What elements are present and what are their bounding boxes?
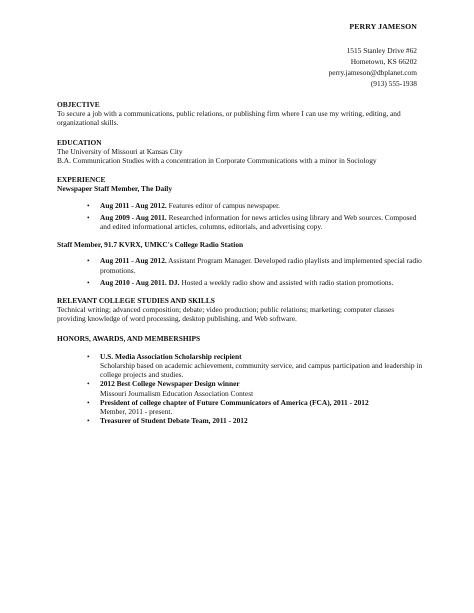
skills-section (57, 296, 424, 324)
list-item (87, 379, 424, 397)
skills-text: Technical writing; advanced composition; debate; video production; public relations; marketing; computer classes providing knowledge of word processing, desktop publishing, and Web software. (57, 305, 395, 324)
list-item (87, 416, 424, 425)
bullet-icon: • (87, 200, 90, 210)
honors-heading: HONORS, AWARDS, AND MEMBERSHIPS (57, 333, 201, 343)
item-text: Features editor of campus newspaper. (166, 200, 281, 210)
contact-header (329, 22, 417, 89)
email: perry.jameson@dbplanet.com (328, 68, 417, 78)
education-heading: EDUCATION (57, 137, 102, 147)
job-title-newspaper: Newspaper Staff Member, The Daily (57, 184, 173, 194)
experience-heading: EXPERIENCE (57, 175, 106, 185)
item-text: Researched information for news articles using library and Web sources. Composed and edited informational articles, columns, editorials, and advertising copy. (100, 212, 417, 232)
list-item (87, 213, 424, 231)
bullet-icon: • (87, 379, 90, 389)
education-school: The University of Missouri at Kansas City (57, 146, 183, 156)
phone: (913) 555-1938 (370, 79, 417, 89)
honor-detail: Member, 2011 - present. (100, 407, 173, 417)
objective-heading: OBJECTIVE (57, 100, 100, 109)
honor-title: Treasurer of Student Debate Team, 2011 - 2012 (100, 416, 248, 426)
item-date: Aug 2010 - Aug 2011. DJ. (100, 277, 180, 287)
honors-section (57, 334, 424, 426)
item-text: Hosted a weekly radio show and assisted with radio station promotions. (179, 277, 394, 287)
item-date: Aug 2011 - Aug 2012. (100, 256, 167, 266)
honor-title: 2012 Best College Newspaper Design winner (100, 379, 240, 389)
address-line-1: 1515 Stanley Drive #62 (346, 46, 417, 56)
address-line-2: Hometown, KS 66202 (350, 57, 417, 67)
objective-section (57, 100, 424, 128)
item-text: Assistant Program Manager. Developed radio playlists and implemented special radio promotions. (100, 256, 422, 275)
list-item (87, 398, 424, 416)
resume-body (57, 100, 424, 435)
education-degree: B.A. Communication Studies with a concentration in Corporate Communications with a minor in Sociology (57, 156, 377, 166)
honor-title: U.S. Media Association Scholarship recipient (100, 351, 242, 361)
list-item (87, 352, 424, 380)
item-date: Aug 2009 - Aug 2011. (100, 212, 167, 222)
item-date: Aug 2011 - Aug 2012. (100, 200, 167, 210)
honors-list (57, 352, 424, 426)
honor-title: President of college chapter of Future Communicators of America (FCA), 2011 - 2012 (100, 397, 369, 407)
list-item (87, 256, 424, 274)
job-title-radio: Staff Member, 91.7 KVRX, UMKC's College Radio Station (57, 240, 244, 250)
bullet-icon: • (87, 277, 90, 287)
job-radio-list (57, 256, 424, 287)
applicant-name: PERRY JAMESON (349, 22, 417, 31)
contact-info (329, 45, 417, 89)
experience-section (57, 175, 424, 287)
job-newspaper-list (57, 201, 424, 232)
bullet-icon: • (87, 212, 90, 222)
bullet-icon: • (87, 416, 90, 426)
bullet-icon: • (87, 397, 90, 407)
list-item (87, 278, 424, 287)
bullet-icon: • (87, 351, 90, 361)
bullet-icon: • (87, 256, 90, 266)
honor-detail: Missouri Journalism Education Association Contest (100, 388, 254, 398)
list-item (87, 201, 424, 210)
education-section (57, 138, 424, 166)
honor-detail: Scholarship based on academic achievement, community service, and campus participation and leadership in college projects and studies. (100, 361, 423, 380)
objective-text: To secure a job with a communications, public relations, or publishing firm where I can use my writing, editing, and organizational skills. (57, 109, 401, 128)
skills-heading: RELEVANT COLLEGE STUDIES AND SKILLS (57, 296, 215, 306)
